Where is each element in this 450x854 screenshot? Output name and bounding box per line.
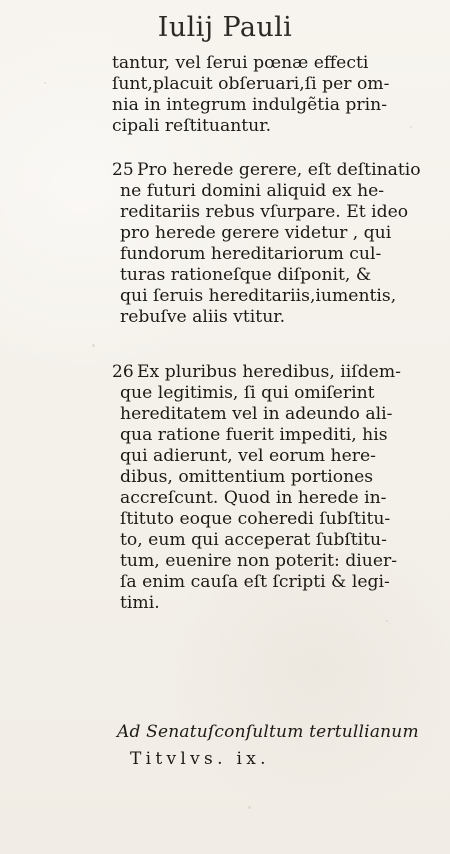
section-25-line: pro herede gerere videtur , qui: [120, 223, 392, 243]
section-26-line: que legitimis, ſi qui omiſerint: [120, 383, 375, 403]
page-header: Iulij Pauli: [157, 12, 293, 43]
section-26-line: accreſcunt. Quod in herede in-: [120, 488, 387, 508]
section-25-line: qui ſeruis hereditariis,iumentis,: [120, 286, 397, 306]
paper-speck-1: [44, 82, 46, 84]
paper-speck-2: [410, 126, 412, 128]
section-26-line: timi.: [120, 593, 160, 613]
section-26-first-line: [112, 362, 401, 383]
section-25-line: turas rationeſque diſponit, &: [120, 265, 372, 285]
paper-speck-3: [92, 344, 95, 347]
next-section-title: Titvlvs. ix.: [130, 749, 270, 769]
section-25-line: rebuſve aliis vtitur.: [120, 307, 286, 327]
section-26-line: ſa enim cauſa eſt ſcripti & legi-: [120, 572, 390, 592]
section-25-line: fundorum hereditariorum cul-: [120, 244, 382, 264]
section-26-text: Ex pluribus heredibus, iiſdem-: [137, 362, 401, 382]
intro-line: tantur, vel ſerui pœnæ effecti: [112, 53, 369, 73]
intro-line: cipali reſtituantur.: [112, 116, 272, 136]
section-26-line: dibus, omittentium portiones: [120, 467, 374, 487]
intro-line: nia in integrum indulgẽtia prin-: [112, 95, 388, 115]
paper-speck-5: [248, 806, 251, 809]
section-25: [112, 160, 421, 328]
next-section-heading: Ad Senatuſconſultum tertullianum: [117, 722, 419, 742]
section-26-line: ſtituto eoque coheredi ſubſtitu-: [120, 509, 391, 529]
section-number: 26: [112, 362, 134, 382]
section-26-line: hereditatem vel in adeundo ali-: [120, 404, 393, 424]
paragraph-intro: [112, 53, 390, 137]
section-25-line: ne futuri domini aliquid ex he-: [120, 181, 385, 201]
section-26-line: qui adierunt, vel eorum here-: [120, 446, 376, 466]
section-26-line: to, eum qui acceperat ſubſtitu-: [120, 530, 387, 550]
section-number: 25: [112, 160, 134, 180]
intro-line: ſunt,placuit obſeruari,ſi per om-: [112, 74, 390, 94]
paper-speck-4: [386, 620, 388, 622]
section-26-line: tum, euenire non poterit: diuer-: [120, 551, 398, 571]
section-25-text: Pro herede gerere, eſt deſtinatio: [137, 160, 421, 180]
section-26: [112, 362, 401, 614]
section-25-line: reditariis rebus vſurpare. Et ideo: [120, 202, 409, 222]
section-26-line: qua ratione fuerit impediti, his: [120, 425, 388, 445]
section-25-first-line: [112, 160, 421, 181]
